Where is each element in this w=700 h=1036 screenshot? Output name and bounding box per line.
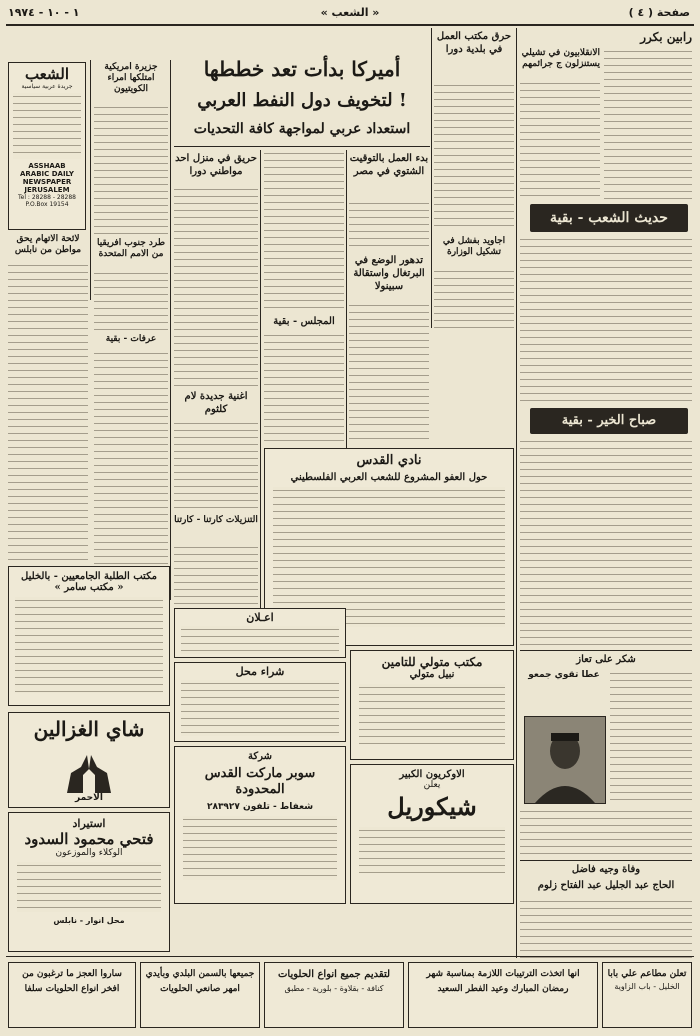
portrait-figure <box>525 717 605 803</box>
article-text <box>174 544 258 604</box>
student-office-ad <box>8 566 170 706</box>
import-company: فتحي محمود السدود <box>24 830 154 848</box>
headline: وفاة وجيه فاضل <box>571 864 641 875</box>
column-rule <box>431 28 432 328</box>
masthead-details <box>13 93 81 159</box>
company-name: سوبر ماركت القدس المحدودة <box>204 766 316 797</box>
ilan-text <box>181 626 339 654</box>
article-text <box>604 48 692 200</box>
main-headline-2: لتخويف دول النفط العربي ! <box>197 90 407 111</box>
headline: طرد جنوب افريقيا من الامم المتحدة <box>96 238 166 259</box>
article-text <box>610 670 692 806</box>
article-text <box>349 302 429 442</box>
masthead-box <box>8 62 86 230</box>
article-text <box>94 104 168 234</box>
article-text <box>520 898 692 958</box>
article-text <box>520 236 692 404</box>
headline: رابين بكرر <box>640 30 692 44</box>
import-text <box>17 862 161 912</box>
restaurant-text: تعلن مطاعم علي بابا <box>607 969 687 979</box>
auto-title: الاوكريون الكبير <box>399 769 465 780</box>
section-banner: حديث الشعب - بقية <box>530 204 688 232</box>
ad-title: مكتب الطلبة الجامعيين - بالخليل <box>21 571 157 582</box>
article-text <box>264 150 344 312</box>
notice-title: نادي القدس <box>356 453 422 468</box>
restaurant-ad <box>602 962 692 1028</box>
main-headline: أميركا بدأت تعد خططها <box>203 57 401 81</box>
article-text <box>520 808 692 856</box>
headline: تدهور الوضع في البرتغال واستقالة سبينولا <box>353 255 425 292</box>
divider <box>520 650 692 651</box>
headline: جزيرة امريكية امتلكها امراء الكويتيون <box>104 62 158 94</box>
paper-name: « الشعب » <box>320 6 380 19</box>
masthead-en: ARABIC DAILY <box>19 170 74 178</box>
deceased-name: الحاج عبد الجليل عبد الفتاح زلوم <box>537 880 675 891</box>
tea-sub: الاحمر <box>75 793 103 803</box>
main-headline-3: استعداد عربي لمواجهة كافة التحديات <box>193 121 411 137</box>
tea-ad <box>8 712 170 808</box>
headline: الانقلابيون في تشيلي يستنزلون ج جرائمهم <box>521 48 600 69</box>
divider <box>520 860 692 861</box>
sweets-text: لتقديم جميع انواع الحلويات <box>277 969 391 980</box>
article-text <box>349 200 429 250</box>
divider <box>6 956 694 957</box>
sweets-text: ساروا العجز ما ترغبون من افخر انواع الحلويات سلفا <box>22 969 122 994</box>
auto-text <box>359 827 505 873</box>
column-rule <box>170 60 171 600</box>
sweets-text: انها اتخذت الترتيبات اللازمة بمناسبة شهر رمضان المبارك وعيد الفطر السعيد <box>426 969 580 994</box>
masthead-en: JERUSALEM <box>24 186 70 194</box>
insurance-title: مكتب متولي للتامين <box>381 655 483 669</box>
ad-subtitle: « مكتب سامر » <box>54 582 124 593</box>
ad-text <box>15 597 163 693</box>
supermarket-ad <box>174 746 346 904</box>
insurance-ad <box>350 650 514 760</box>
column-rule <box>90 60 91 300</box>
article-text <box>174 186 258 386</box>
article-text <box>174 420 258 510</box>
sweets-ad <box>408 962 598 1028</box>
import-line: الوكلاء والموزعون <box>55 848 123 858</box>
restaurant-address: الخليل - باب الزاوية <box>614 982 680 991</box>
masthead-tel: Tel : 28288 - 28288 <box>18 194 76 201</box>
headline: اجاويد بفشل في تشكيل الوزارة <box>442 236 506 257</box>
headline: بدء العمل بالتوقيت الشتوي في مصر <box>349 153 429 177</box>
article-text <box>8 262 88 562</box>
article-text <box>94 350 168 600</box>
sweets-ad <box>8 962 136 1028</box>
shop-purchase-box <box>174 662 346 742</box>
headline: لائحة الاتهام يحق مواطن من نابلس <box>14 234 82 255</box>
tea-brand: شاي الغزالين <box>33 717 145 741</box>
article-text <box>94 270 168 330</box>
header-rule <box>6 24 694 26</box>
insurance-text <box>359 684 505 744</box>
column-rule <box>346 150 347 450</box>
auto-sub: يعلن <box>423 780 441 790</box>
person-name: عطا تقوي جمعو <box>528 670 600 680</box>
article-text <box>434 268 514 328</box>
masthead-box-number: P.O.Box 19154 <box>25 201 69 208</box>
notice-subtitle: حول العفو المشروع للشعب العربي الفلسطيني <box>290 472 488 483</box>
auto-brand: شيكوريل <box>387 792 477 821</box>
sweets-ad <box>140 962 260 1028</box>
notice-text <box>273 487 505 627</box>
company-label: شركة <box>247 751 273 762</box>
masthead-en: ASSHAAB <box>28 162 66 170</box>
column-rule <box>516 28 517 958</box>
chicorel-ad <box>350 764 514 904</box>
headline: حرق مكتب العمل في بلدية دورا <box>436 31 512 55</box>
shira-text <box>181 680 339 736</box>
sweets-ad <box>264 962 404 1028</box>
import-title: استيراد <box>72 817 106 830</box>
insurance-name: نبيل متولي <box>409 669 455 680</box>
headline: اغنية جديدة لام كلثوم <box>184 391 248 415</box>
shira-title: شراء محل <box>235 665 285 678</box>
column-rule <box>260 150 261 610</box>
import-note: محل انوار - نابلس <box>53 916 125 925</box>
ilan-title: اعـلان <box>246 611 274 624</box>
sweets-text: جميعها بالسمن البلدي وبأيدي امهر صانعي الحلويات <box>145 969 255 994</box>
headline: المجلس - بقية <box>273 316 335 327</box>
portrait-photo <box>524 716 606 804</box>
page-label: صفحة ( ٤ ) <box>628 6 690 19</box>
article-text <box>520 80 600 200</box>
masthead-sub: جريدة عربية سياسية <box>21 83 73 90</box>
company-text <box>183 816 337 880</box>
divider <box>174 146 430 147</box>
article-text <box>434 82 514 232</box>
import-ad <box>8 812 170 952</box>
headline: شكر على تعاز <box>576 654 636 665</box>
masthead-en: NEWSPAPER <box>22 178 72 186</box>
headline: التنزيلات كارتنا - كارتنا <box>174 515 258 525</box>
company-tel: شعفاط - تلفون ٢٨٣٩٢٧ <box>206 802 314 812</box>
headline: حريق في منزل احد مواطني دورا <box>175 153 257 177</box>
announcement-box <box>174 608 346 658</box>
article-text <box>264 332 344 442</box>
sweets-text: كنافة - بقلاوة - بلورية - مطبق <box>284 984 384 993</box>
issue-date: ١ - ١٠ - ١٩٧٤ <box>8 6 80 19</box>
headline: عرفات - بقية <box>105 334 157 344</box>
masthead-title: الشعب <box>24 65 70 83</box>
article-text <box>520 438 692 646</box>
section-banner: صباح الخير - بقية <box>530 408 688 434</box>
